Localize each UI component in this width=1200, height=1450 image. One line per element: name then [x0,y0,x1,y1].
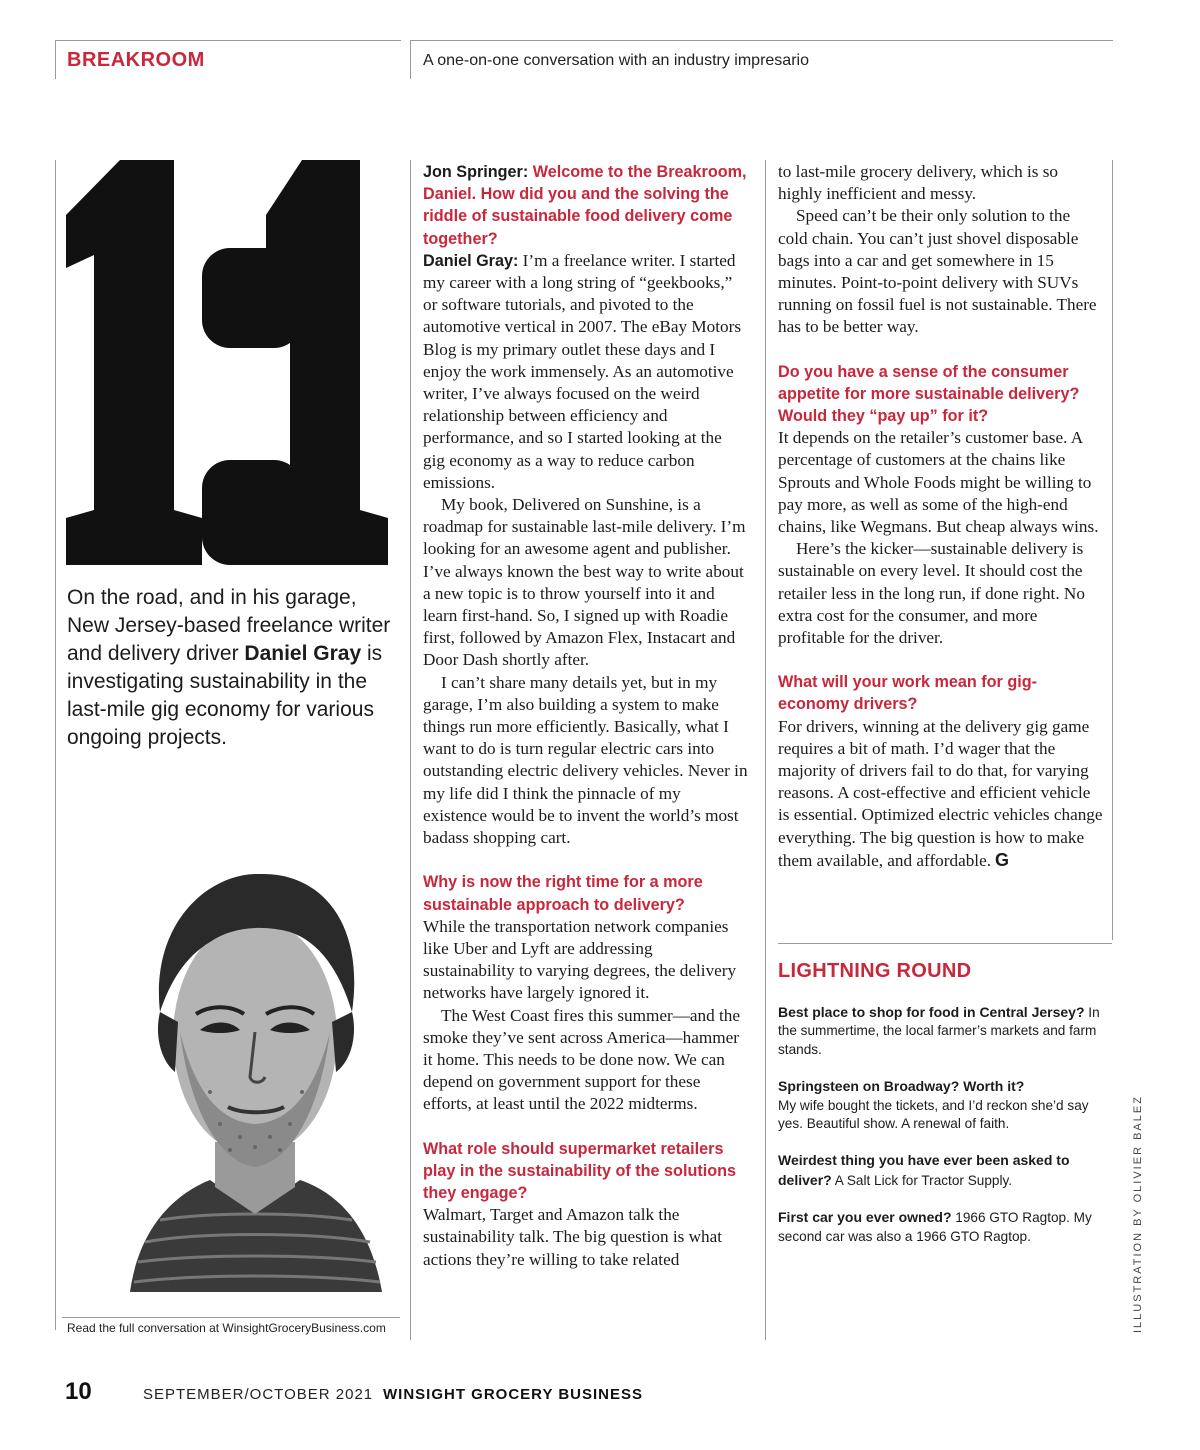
question-1: Welcome to the Breakroom, Daniel. How did you and the solving the riddle of sustainable food delivery come together? [423,163,747,248]
lightning-divider [778,943,1112,944]
answer-2-paragraph-2: The West Coast fires this summer—and the smoke they’ve sent across America—hammer it home. This needs to be done now. We can depend on government support for these efforts, at least until the 2022 midterms. [423,1005,741,1114]
left-column-rule [55,160,56,1330]
lightning-item [778,1208,1108,1246]
magazine-name: WINSIGHT GROCERY BUSINESS [383,1386,644,1403]
intro-name: Daniel Gray [244,642,362,665]
section-label: BREAKROOM [67,49,205,71]
portrait-illustration [120,862,390,1302]
illustration-credit: ILLUSTRATION BY OLIVIER BALEZ [1132,1095,1144,1333]
right-column-rule [765,160,766,1340]
answer-4-paragraph-2: Here’s the kicker—sustainable delivery is sustainable on every level. It should cost the retailer less in the long run, if done right. No extra cost for the consumer, and more profitable for the driver. [778,539,1085,648]
intro-text: On the road, and in his garage, New Jersey-based freelance writer and delivery driver [67,586,391,665]
answer-1-paragraph-3: I can’t share many details yet, but in my garage, I’m also building a system to make things run more efficiently. Basically, what I want to do is turn regular electric cars into outstanding electric delivery vehicles. Never in my life did I think the pinnacle of my existence would be to invent the world’s most badass shopping cart. [423,672,748,848]
lightning-item [778,1077,1108,1133]
answer-4-paragraph-1: It depends on the retailer’s customer base. A percentage of customers at the chains like Sprouts and Whole Foods might be willing to pay more, as well as some of the high-end chains, like Wegmans. But cheap always wins. [778,428,1099,537]
answer-3-paragraph-1: Walmart, Target and Amazon talk the sustainability talk. The big question is what actions they’re willing to take related [423,1205,723,1269]
lightning-question: Springsteen on Broadway? Worth it? [778,1078,1025,1095]
answer-1-paragraph-1: I’m a freelance writer. I started my career with a long string of “geekbooks,” or software tutorials, and pivoted to the automotive vertical in 2007. The eBay Motors Blog is my primary outlet these days and I enjoy the work immensely. As an automotive writer, I’ve always focused on the weird relationship between efficiency and performance, and so I started looking at the gig economy as a way to reduce carbon emissions. [423,250,742,492]
intro-text-end: is investigating sustainability in the last-mile gig economy for various ongoing projects. [67,642,383,749]
lightning-round [778,960,1108,1264]
lightning-item [778,1151,1108,1190]
lightning-answer: In the summertime, the local farmer’s markets and farm stands. [778,1005,1100,1057]
header-tagline-box [410,40,1113,79]
lightning-question: First car you ever owned? [778,1209,952,1226]
answer-2-paragraph-1: While the transportation network companies like Uber and Lyft are addressing sustainability to varying degrees, the delivery networks have largely ignored it. [423,916,737,1003]
intro-deck [67,584,402,752]
lightning-question: Weirdest thing you have ever been asked to deliver? [778,1152,1070,1188]
question-5: What will your work mean for gig-economy drivers? [778,673,1038,714]
answer-1-paragraph-2: My book, Delivered on Sunshine, is a roadmap for sustainable last-mile delivery. I’m looking for an awesome agent and publisher. I’ve always known the best way to write about a new topic is to throw yourself into it and learn first-hand. So, I signed up with Roadie first, followed by Amazon Flex, Instacart and Door Dash shortly after. [423,495,746,670]
interviewer-label: Jon Springer: [423,163,529,181]
lightning-answer: A Salt Lick for Tractor Supply. [834,1172,1013,1188]
right-edge-rule [1112,160,1113,940]
read-more-link[interactable]: Read the full conversation at WinsightGroceryBusiness.com [67,1321,386,1335]
answer-5-paragraph-1: For drivers, winning at the delivery gig game requires a bit of math. I’d wager that the majority of drivers fail to do that, for varying reasons. A cost-effective and efficient vehicle is essential. Optimized electric vehicles change everything. The big question is how to make them available, and affordable. [778,716,1103,870]
end-mark-icon: G [995,849,1010,870]
question-2: Why is now the right time for a more sustainable approach to delivery? [423,873,703,914]
one-to-one-glyph [62,160,392,570]
lightning-answer: 1966 GTO Ragtop. My second car was also a 1966 GTO Ragtop. [778,1210,1092,1244]
interviewee-label: Daniel Gray: [423,251,519,270]
section-header [55,40,401,79]
lightning-round-title: LIGHTNING ROUND [778,960,972,982]
answer-3-paragraph-2: Speed can’t be their only solution to the cold chain. You can’t just shovel disposable bags into a car and get somewhere in 15 minutes. Point-to-point delivery with SUVs running on fossil fuel is not sustainable. There has to be better way. [778,206,1097,337]
article-column-middle [423,161,748,1271]
lightning-item [778,1003,1108,1059]
caption-rule [62,1317,400,1318]
issue-date: SEPTEMBER/OCTOBER 2021 [143,1386,374,1403]
middle-column-rule [410,160,411,1340]
question-3: What role should supermarket retailers play in the sustainability of the solutions they engage? [423,1139,736,1202]
lightning-question: Best place to shop for food in Central Jersey? [778,1004,1085,1020]
question-4: Do you have a sense of the consumer appetite for more sustainable delivery? Would they “pay up” for it? [778,362,1080,426]
answer-3-continued: to last-mile grocery delivery, which is so highly inefficient and messy. [778,162,1059,204]
big-number-graphic [62,160,392,570]
page-number: 10 [65,1378,92,1405]
lightning-answer: My wife bought the tickets, and I’d reckon she’d say yes. Beautiful show. A renewal of faith. [778,1097,1089,1132]
tagline: A one-on-one conversation with an industry impresario [423,52,809,69]
article-column-right [778,161,1103,872]
